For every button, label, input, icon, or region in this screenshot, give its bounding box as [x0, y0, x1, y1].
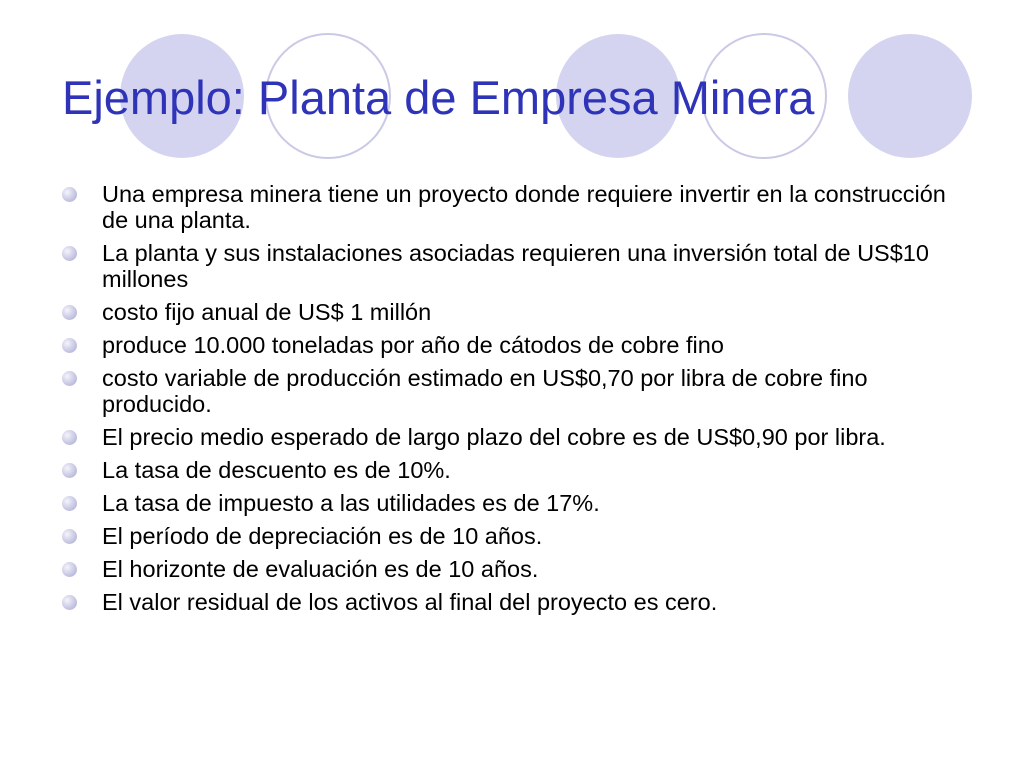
bullet-text: costo fijo anual de US$ 1 millón [102, 299, 432, 325]
bullet-item [62, 589, 962, 615]
bullet-marker-icon [62, 246, 77, 261]
bullet-text: El horizonte de evaluación es de 10 años. [102, 556, 539, 582]
bullet-text: El período de depreciación es de 10 años. [102, 523, 543, 549]
bullet-marker-icon [62, 338, 77, 353]
bullet-marker-icon [62, 305, 77, 320]
bullet-text: La planta y sus instalaciones asociadas requieren una inversión total de US$10 millones [102, 240, 929, 292]
bullet-item [62, 181, 962, 233]
bullet-marker-icon [62, 371, 77, 386]
bullet-marker-icon [62, 562, 77, 577]
decor-circle-filled-3 [848, 34, 972, 158]
bullet-list [62, 181, 962, 622]
bullet-marker-icon [62, 463, 77, 478]
bullet-item [62, 424, 962, 450]
bullet-text: costo variable de producción estimado en US$0,70 por libra de cobre fino producido. [102, 365, 868, 417]
bullet-text: El precio medio esperado de largo plazo del cobre es de US$0,90 por libra. [102, 424, 886, 450]
bullet-marker-icon [62, 529, 77, 544]
bullet-item [62, 457, 962, 483]
bullet-item [62, 556, 962, 582]
bullet-item [62, 490, 962, 516]
bullet-marker-icon [62, 496, 77, 511]
bullet-text: Una empresa minera tiene un proyecto donde requiere invertir en la construcción de una planta. [102, 181, 946, 233]
bullet-item [62, 523, 962, 549]
bullet-text: La tasa de impuesto a las utilidades es de 17%. [102, 490, 600, 516]
bullet-item [62, 240, 962, 292]
bullet-item [62, 365, 962, 417]
bullet-item [62, 332, 962, 358]
bullet-item [62, 299, 962, 325]
bullet-marker-icon [62, 595, 77, 610]
bullet-text: produce 10.000 toneladas por año de cátodos de cobre fino [102, 332, 724, 358]
bullet-text: El valor residual de los activos al final del proyecto es cero. [102, 589, 718, 615]
bullet-text: La tasa de descuento es de 10%. [102, 457, 451, 483]
bullet-marker-icon [62, 430, 77, 445]
bullet-marker-icon [62, 187, 77, 202]
slide-title: Ejemplo: Planta de Empresa Minera [62, 71, 815, 124]
